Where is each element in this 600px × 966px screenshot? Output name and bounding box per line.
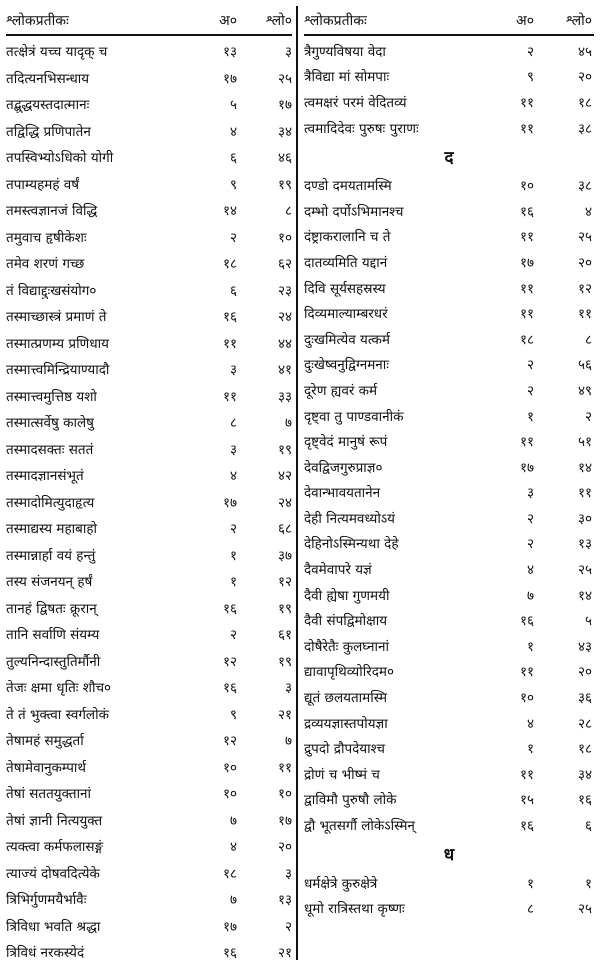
index-entry-row xyxy=(304,428,594,454)
entry-pratika: तस्मादसक्तः सततं xyxy=(6,441,94,458)
index-entry-row xyxy=(6,515,292,542)
entry-shloka: ४९ xyxy=(577,382,592,399)
entry-pratika: त्रिविधं नरकस्येदं xyxy=(6,945,85,962)
entry-shloka: २० xyxy=(577,254,592,271)
index-entry-row xyxy=(6,38,292,65)
entry-pratika: धर्मक्षेत्रे कुरुक्षेत्रे xyxy=(304,875,378,892)
entry-adhyaya: १८ xyxy=(222,865,237,882)
entry-pratika: देहिनोऽस्मिन्यथा देहे xyxy=(304,536,399,553)
entry-adhyaya: ६ xyxy=(229,150,237,167)
entry-adhyaya: १३ xyxy=(222,44,237,61)
entry-shloka: ३६ xyxy=(577,690,592,707)
entry-adhyaya: ४ xyxy=(526,715,534,732)
entry-adhyaya: १७ xyxy=(519,254,534,271)
index-entry-row xyxy=(6,701,292,728)
entry-adhyaya: ३ xyxy=(229,362,237,379)
entry-adhyaya: ११ xyxy=(519,664,534,681)
index-entry-row xyxy=(304,812,594,838)
entry-pratika: तेषामहं समुद्धर्ता xyxy=(6,733,84,750)
index-entry-row xyxy=(6,356,292,383)
index-entry-row xyxy=(304,326,594,352)
index-entry-row xyxy=(6,383,292,410)
entry-pratika: तपस्विभ्योऽधिको योगी xyxy=(6,150,114,167)
entry-pratika: दृष्ट्वेदं मानुषं रूपं xyxy=(304,434,388,451)
entry-adhyaya: १६ xyxy=(519,613,534,630)
entry-adhyaya: ४ xyxy=(229,839,237,856)
entry-shloka: ८ xyxy=(584,331,592,348)
entry-shloka: ३८ xyxy=(577,120,592,137)
entry-adhyaya: १६ xyxy=(519,203,534,220)
header-shloka: श्लो० xyxy=(265,12,292,29)
entry-pratika: दिवि सूर्यसहस्रस्य xyxy=(304,280,386,297)
index-entry-row xyxy=(304,249,594,275)
index-entry-row xyxy=(304,64,594,90)
index-entry-row xyxy=(6,91,292,118)
index-entry-row xyxy=(6,727,292,754)
entry-adhyaya: २ xyxy=(526,382,534,399)
entry-pratika: तुल्यनिन्दास्तुतिर्मौनी xyxy=(6,653,101,670)
entry-pratika: तं विद्याद्दुःखसंयोग० xyxy=(6,282,97,299)
index-entry-row xyxy=(6,886,292,913)
entry-pratika: तेजः क्षमा धृतिः शौच० xyxy=(6,680,112,697)
index-entry-row xyxy=(304,377,594,403)
index-entry-row xyxy=(6,197,292,224)
entry-adhyaya: १७ xyxy=(222,70,237,87)
entry-pratika: द्वौ भूतसर्गौ लोकेऽस्मिन् xyxy=(304,818,415,835)
entry-pratika: त्वमादिदेवः पुरुषः पुराणः xyxy=(304,120,419,137)
index-entry-row xyxy=(304,659,594,685)
entry-pratika: तमुवाच हृषीकेशः xyxy=(6,229,87,246)
left-column xyxy=(6,6,292,966)
entry-adhyaya: १७ xyxy=(222,918,237,935)
entry-pratika: तद्विद्धि प्रणिपातेन xyxy=(6,123,91,140)
header-adhyaya: अ० xyxy=(516,12,534,29)
entry-pratika: तस्मादोमित्युदाहृत्य xyxy=(6,494,95,511)
index-entry-row xyxy=(6,780,292,807)
index-entry-row xyxy=(304,505,594,531)
entry-adhyaya: १ xyxy=(526,741,534,758)
entry-adhyaya: ६ xyxy=(229,282,237,299)
entry-pratika: धूमो रात्रिस्तथा कृष्णः xyxy=(304,901,405,918)
entry-adhyaya: ११ xyxy=(222,388,237,405)
entry-pratika: देवान्भावयतानेन xyxy=(304,485,381,502)
entry-adhyaya: ९ xyxy=(526,69,534,86)
entry-shloka: ७ xyxy=(284,733,292,750)
entry-shloka: २० xyxy=(277,839,292,856)
header-adhyaya: अ० xyxy=(219,12,237,29)
entry-adhyaya: २ xyxy=(526,357,534,374)
index-entry-row xyxy=(304,735,594,761)
entry-shloka: २४ xyxy=(277,494,292,511)
entry-adhyaya: १८ xyxy=(222,256,237,273)
entry-shloka: ११ xyxy=(277,759,292,776)
entry-shloka: १८ xyxy=(577,741,592,758)
entry-shloka: १७ xyxy=(277,97,292,114)
section-heading-dha: ध xyxy=(443,845,455,866)
entry-pratika: दातव्यमिति यद्दानं xyxy=(304,254,388,271)
index-entry-row xyxy=(304,115,594,141)
entry-shloka: १९ xyxy=(277,600,292,617)
index-entry-row xyxy=(6,913,292,940)
index-entry-row xyxy=(6,409,292,436)
entry-shloka: १४ xyxy=(577,459,592,476)
entry-pratika: तस्मान्नार्हा वयं हन्तुं xyxy=(6,547,96,564)
entry-adhyaya: १० xyxy=(222,759,237,776)
index-entry-row xyxy=(6,648,292,675)
entry-pratika: दुःखेष्वनुद्विग्नमनाः xyxy=(304,357,390,374)
entry-adhyaya: १० xyxy=(222,786,237,803)
entry-shloka: २० xyxy=(577,664,592,681)
entry-pratika: दिव्यमाल्याम्बरधरं xyxy=(304,306,388,323)
entry-pratika: दोषैरेतैः कुलघ्नानां xyxy=(304,638,389,655)
entry-adhyaya: ३ xyxy=(229,441,237,458)
entry-adhyaya: ४ xyxy=(526,562,534,579)
index-entry-row xyxy=(6,754,292,781)
entry-adhyaya: १५ xyxy=(519,792,534,809)
index-entry-row xyxy=(6,144,292,171)
entry-adhyaya: १० xyxy=(519,690,534,707)
entry-shloka: १० xyxy=(277,786,292,803)
entry-adhyaya: ४ xyxy=(229,123,237,140)
entry-shloka: ४५ xyxy=(577,43,592,60)
entry-shloka: ३४ xyxy=(277,123,292,140)
index-entry-row xyxy=(304,895,594,921)
index-entry-row xyxy=(304,582,594,608)
entry-pratika: त्रिभिर्गुणमयैर्भावैः xyxy=(6,892,87,909)
entry-pratika: देवद्विजगुरुप्राज्ञ० xyxy=(304,459,383,476)
entry-adhyaya: १६ xyxy=(519,818,534,835)
entry-shloka: ८ xyxy=(284,203,292,220)
entry-pratika: तेषां सततयुक्तानां xyxy=(6,786,92,803)
entry-shloka: १७ xyxy=(277,812,292,829)
right-entries-dh xyxy=(304,870,594,921)
entry-pratika: दूरेण ह्यवरं कर्म xyxy=(304,382,378,399)
index-entry-row xyxy=(304,172,594,198)
entry-shloka: १ xyxy=(584,875,592,892)
entry-pratika: तानहं द्विषतः क्रूरान् xyxy=(6,600,97,617)
entry-pratika: तस्मात्सर्वेषु कालेषु xyxy=(6,415,94,432)
entry-pratika: तमेव शरणं गच्छ xyxy=(6,256,85,273)
entry-adhyaya: २ xyxy=(526,536,534,553)
entry-shloka: ४१ xyxy=(277,362,292,379)
entry-shloka: २५ xyxy=(577,229,592,246)
header-rule xyxy=(304,34,594,36)
index-entry-row xyxy=(6,489,292,516)
entry-adhyaya: १४ xyxy=(222,203,237,220)
entry-adhyaya: १७ xyxy=(519,459,534,476)
entry-shloka: ६१ xyxy=(277,627,292,644)
entry-pratika: त्रैगुण्यविषया वेदा xyxy=(304,43,386,60)
entry-pratika: द्यूतं छलयतामस्मि xyxy=(304,690,388,707)
index-entry-row xyxy=(6,462,292,489)
index-entry-row xyxy=(6,330,292,357)
entry-shloka: २८ xyxy=(577,715,592,732)
entry-shloka: ५ xyxy=(584,613,592,630)
entry-shloka: ६ xyxy=(584,818,592,835)
entry-adhyaya: ११ xyxy=(519,766,534,783)
entry-pratika: दैवी ह्येषा गुणमयी xyxy=(304,587,390,604)
entry-adhyaya: १ xyxy=(526,408,534,425)
entry-adhyaya: २ xyxy=(229,627,237,644)
entry-pratika: त्वमक्षरं परमं वेदितव्यं xyxy=(304,94,407,111)
header-pratika: श्लोकप्रतीकः xyxy=(6,12,69,29)
index-entry-row xyxy=(304,787,594,813)
index-entry-row xyxy=(304,454,594,480)
entry-shloka: ४६ xyxy=(277,150,292,167)
entry-adhyaya: १६ xyxy=(222,680,237,697)
entry-shloka: २४ xyxy=(277,309,292,326)
index-entry-row xyxy=(6,65,292,92)
entry-pratika: तस्मात्त्वमिन्द्रियाण्यादौ xyxy=(6,362,110,379)
entry-shloka: ४२ xyxy=(277,468,292,485)
entry-shloka: २५ xyxy=(277,70,292,87)
entry-pratika: तानि सर्वाणि संयम्य xyxy=(6,627,100,644)
entry-shloka: १६ xyxy=(577,792,592,809)
index-entry-row xyxy=(6,277,292,304)
entry-adhyaya: ९ xyxy=(229,706,237,723)
entry-adhyaya: १६ xyxy=(222,600,237,617)
entry-adhyaya: १२ xyxy=(222,733,237,750)
index-entry-row xyxy=(304,607,594,633)
index-entry-row xyxy=(304,480,594,506)
entry-pratika: द्यावापृथिव्योरिदम० xyxy=(304,664,395,681)
index-entry-row xyxy=(304,224,594,250)
entry-pratika: तेषामेवानुकम्पार्थ xyxy=(6,759,87,776)
index-entry-row xyxy=(6,807,292,834)
entry-adhyaya: ११ xyxy=(519,280,534,297)
entry-pratika: तस्माद्यस्य महाबाहो xyxy=(6,521,98,538)
column-header xyxy=(6,6,292,34)
entry-pratika: ते तं भुक्त्वा स्वर्गलोकं xyxy=(6,706,109,723)
entry-adhyaya: २ xyxy=(526,510,534,527)
index-entry-row xyxy=(6,171,292,198)
entry-adhyaya: ७ xyxy=(229,812,237,829)
index-entry-row xyxy=(304,38,594,64)
entry-shloka: १३ xyxy=(577,536,592,553)
entry-adhyaya: ७ xyxy=(229,892,237,909)
entry-shloka: १४ xyxy=(577,587,592,604)
entry-adhyaya: १ xyxy=(526,638,534,655)
index-entry-row xyxy=(6,833,292,860)
entry-pratika: त्याज्यं दोषवदित्येके xyxy=(6,865,100,882)
index-entry-row xyxy=(6,118,292,145)
entry-adhyaya: १ xyxy=(526,875,534,892)
entry-pratika: तपाम्यहमहं वर्षं xyxy=(6,176,80,193)
entry-adhyaya: १ xyxy=(229,574,237,591)
entry-pratika: तत्क्षेत्रं यच्च यादृक् च xyxy=(6,44,108,61)
index-entry-row xyxy=(6,436,292,463)
index-entry-row xyxy=(6,568,292,595)
index-entry-row xyxy=(304,198,594,224)
entry-shloka: १९ xyxy=(277,176,292,193)
entry-pratika: द्रव्ययज्ञास्तपोयज्ञा xyxy=(304,715,388,732)
index-entry-row xyxy=(6,542,292,569)
entry-pratika: द्वाविमौ पुरुषौ लोके xyxy=(304,792,397,809)
header-pratika: श्लोकप्रतीकः xyxy=(304,12,367,29)
entry-pratika: तमस्त्वज्ञानजं विद्धि xyxy=(6,203,98,220)
entry-adhyaya: ३ xyxy=(526,485,534,502)
entry-shloka: ३ xyxy=(284,680,292,697)
entry-shloka: १२ xyxy=(277,574,292,591)
right-entries-t xyxy=(304,38,594,140)
entry-pratika: दुःखमित्येव यत्कर्म xyxy=(304,331,390,348)
index-entry-row xyxy=(304,531,594,557)
entry-pratika: तेषां ज्ञानी नित्ययुक्त xyxy=(6,812,103,829)
index-entry-row xyxy=(304,89,594,115)
entry-pratika: दैवी संपद्विमोक्षाय xyxy=(304,613,388,630)
index-entry-row xyxy=(304,275,594,301)
entry-adhyaya: ११ xyxy=(519,306,534,323)
entry-shloka: ३० xyxy=(577,510,592,527)
entry-pratika: दृष्ट्वा तु पाण्डवानीकं xyxy=(304,408,404,425)
entry-shloka: ३३ xyxy=(277,388,292,405)
entry-pratika: तस्य संजनयन् हर्षं xyxy=(6,574,93,591)
entry-adhyaya: १७ xyxy=(222,494,237,511)
index-entry-row xyxy=(6,939,292,966)
header-shloka: श्लो० xyxy=(565,12,592,29)
entry-shloka: २१ xyxy=(277,706,292,723)
index-entry-row xyxy=(304,403,594,429)
entry-adhyaya: १६ xyxy=(222,945,237,962)
entry-shloka: १० xyxy=(277,229,292,246)
index-entry-row xyxy=(304,300,594,326)
index-entry-row xyxy=(6,595,292,622)
entry-adhyaya: ११ xyxy=(222,335,237,352)
index-entry-row xyxy=(6,674,292,701)
entry-adhyaya: ११ xyxy=(519,434,534,451)
entry-pratika: तस्माच्छास्त्रं प्रमाणं ते xyxy=(6,309,107,326)
entry-adhyaya: ११ xyxy=(519,120,534,137)
entry-shloka: ३८ xyxy=(577,178,592,195)
entry-shloka: २३ xyxy=(277,282,292,299)
entry-shloka: १२ xyxy=(577,280,592,297)
column-divider xyxy=(296,6,298,960)
entry-pratika: त्रैविद्या मां सोमपाः xyxy=(304,69,390,86)
entry-pratika: दण्डो दमयतामस्मि xyxy=(304,178,392,195)
entry-shloka: २५ xyxy=(577,562,592,579)
entry-shloka: ६८ xyxy=(277,521,292,538)
entry-adhyaya: ११ xyxy=(519,229,534,246)
entry-pratika: त्यक्त्वा कर्मफलासङ्गं xyxy=(6,839,104,856)
entry-adhyaya: १८ xyxy=(519,331,534,348)
entry-adhyaya: ९ xyxy=(229,176,237,193)
right-column xyxy=(304,6,594,921)
right-entries-d xyxy=(304,172,594,837)
entry-shloka: ३ xyxy=(284,865,292,882)
entry-shloka: १३ xyxy=(277,892,292,909)
index-entry-row xyxy=(304,633,594,659)
entry-shloka: ४३ xyxy=(577,638,592,655)
entry-pratika: द्रोणं च भीष्मं च xyxy=(304,766,380,783)
index-entry-row xyxy=(304,761,594,787)
entry-adhyaya: १ xyxy=(229,547,237,564)
index-entry-row xyxy=(304,710,594,736)
entry-adhyaya: २ xyxy=(526,43,534,60)
entry-adhyaya: २ xyxy=(229,229,237,246)
index-entry-row xyxy=(6,860,292,887)
entry-adhyaya: १६ xyxy=(222,309,237,326)
entry-pratika: दम्भो दर्पोऽभिमानश्च xyxy=(304,203,404,220)
entry-shloka: २ xyxy=(284,918,292,935)
entry-pratika: देही नित्यमवध्योऽयं xyxy=(304,510,395,527)
entry-shloka: १९ xyxy=(277,441,292,458)
entry-pratika: त्रिविधा भवति श्रद्धा xyxy=(6,918,101,935)
section-heading-da: द xyxy=(444,147,454,168)
entry-pratika: दैवमेवापरे यज्ञं xyxy=(304,562,372,579)
entry-adhyaya: ७ xyxy=(526,587,534,604)
left-entries xyxy=(6,38,292,966)
entry-shloka: ५६ xyxy=(577,357,592,374)
entry-shloka: ३७ xyxy=(277,547,292,564)
index-entry-row xyxy=(6,303,292,330)
entry-shloka: ३४ xyxy=(577,766,592,783)
entry-adhyaya: ८ xyxy=(526,901,534,918)
entry-adhyaya: १० xyxy=(519,178,534,195)
entry-shloka: २१ xyxy=(277,945,292,962)
entry-pratika: दंष्ट्राकरालानि च ते xyxy=(304,229,391,246)
entry-shloka: ११ xyxy=(577,306,592,323)
entry-adhyaya: ११ xyxy=(519,94,534,111)
entry-shloka: १९ xyxy=(277,653,292,670)
entry-pratika: तस्मादज्ञानसंभूतं xyxy=(6,468,84,485)
entry-adhyaya: ४ xyxy=(229,468,237,485)
entry-adhyaya: १२ xyxy=(222,653,237,670)
entry-adhyaya: २ xyxy=(229,521,237,538)
index-entry-row xyxy=(304,556,594,582)
entry-pratika: द्रुपदो द्रौपदेयाश्च xyxy=(304,741,385,758)
column-header xyxy=(304,6,594,34)
entry-adhyaya: ८ xyxy=(229,415,237,432)
entry-shloka: २५ xyxy=(577,901,592,918)
index-entry-row xyxy=(6,250,292,277)
entry-shloka: ४ xyxy=(584,203,592,220)
entry-shloka: ६२ xyxy=(277,256,292,273)
index-entry-row xyxy=(304,684,594,710)
entry-pratika: तद्बुद्धयस्तदात्मानः xyxy=(6,97,90,114)
entry-shloka: ३ xyxy=(284,44,292,61)
header-rule xyxy=(6,34,292,36)
entry-shloka: २० xyxy=(577,69,592,86)
entry-shloka: २ xyxy=(584,408,592,425)
entry-shloka: ५१ xyxy=(577,434,592,451)
index-entry-row xyxy=(6,224,292,251)
index-entry-row xyxy=(304,352,594,378)
index-entry-row xyxy=(304,870,594,896)
entry-shloka: ७ xyxy=(284,415,292,432)
entry-shloka: ११ xyxy=(577,485,592,502)
entry-pratika: तस्मात्प्रणम्य प्रणिधाय xyxy=(6,335,109,352)
index-entry-row xyxy=(6,621,292,648)
entry-pratika: तदित्यनभिसन्धाय xyxy=(6,70,90,87)
entry-shloka: १८ xyxy=(577,94,592,111)
entry-shloka: ४४ xyxy=(277,335,292,352)
entry-pratika: तस्मात्त्वमुत्तिष्ठ यशो xyxy=(6,388,97,405)
entry-adhyaya: ५ xyxy=(229,97,237,114)
